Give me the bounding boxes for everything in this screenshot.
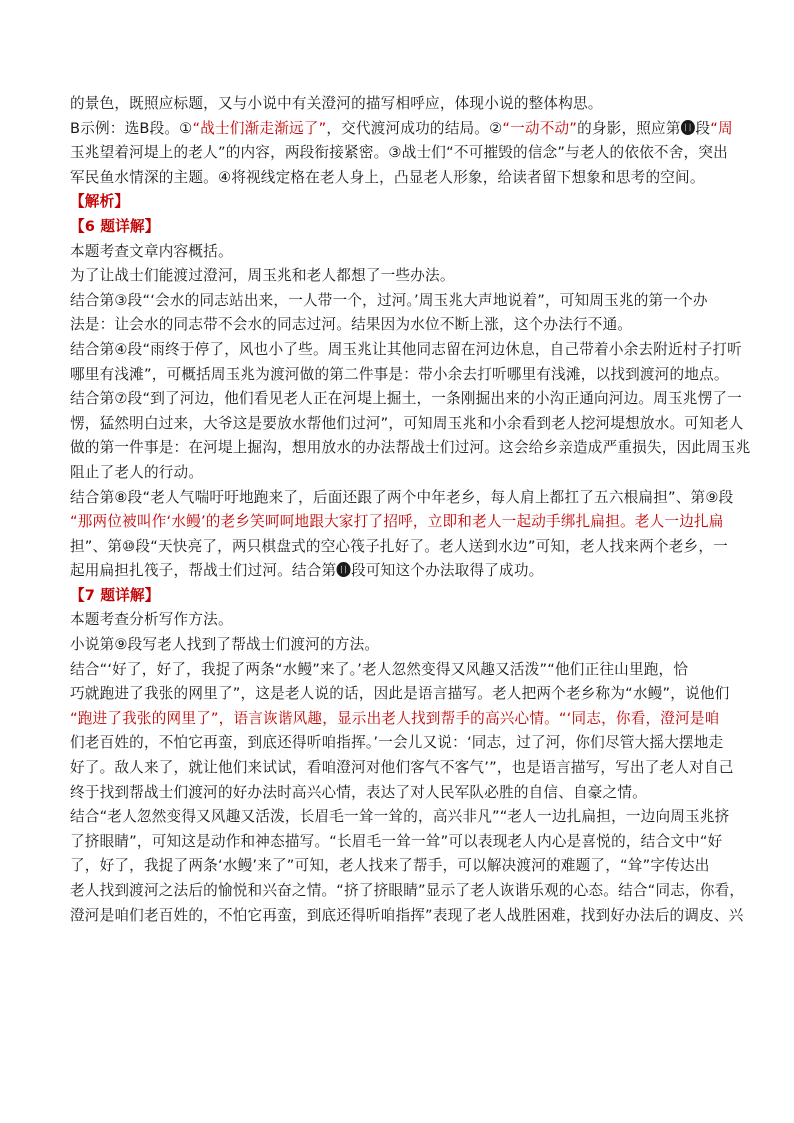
text-segment: 结合第④段“雨终于停了，风也小了些。周玉兆让其他同志留在河边休息，自己带着小余去附近村子打听	[70, 340, 742, 358]
text-line	[70, 879, 745, 904]
text-segment: 军民鱼水情深的主题。④将视线定格在老人身上，凸显老人形象，给读者留下想象和思考的空间。	[70, 168, 705, 186]
text-segment: 澄河是咱们老百姓的，不怕它再蛮，到底还得听咱指挥”表现了老人战胜困难，找到好办法后的调皮、兴	[70, 906, 744, 924]
text-segment: 为了让战士们能渡过澄河，周玉兆和老人都想了一些办法。	[70, 267, 455, 285]
text-line	[70, 781, 722, 806]
text-line	[70, 240, 722, 265]
text-segment: 段可知这个办法取得了成功。	[351, 562, 544, 580]
text-segment: 结合第⑦段“到了河边，他们看见老人正在河堤上掘土，一条刚掘出来的小沟正通向河边。周玉兆愣了一	[70, 390, 742, 408]
text-segment: 结合“老人忽然变得又风趣又活泼，长眉毛一耸一耸的，高兴非凡”“老人一边扎扁担，一边向周玉兆挤	[70, 808, 730, 826]
text-segment: ⓫	[336, 562, 352, 580]
text-line	[70, 756, 734, 781]
text-segment: “周	[710, 119, 733, 137]
text-line	[70, 658, 722, 683]
text-line	[70, 92, 722, 117]
document-body	[70, 92, 751, 928]
text-segment: 好了。敌人来了，就让他们来试试，看咱澄河对他们客气不客气’”，也是语言描写，写出了老人对自己	[70, 759, 734, 777]
text-segment: 的景色，既照应标题，又与小说中有关澄河的描写相呼应，体现小说的整体构思。	[70, 95, 603, 112]
text-line	[70, 363, 729, 388]
text-segment: 老人找到渡河之法后的愉悦和兴奋之情。“挤了挤眼睛”显示了老人诙谐乐观的心态。结合“同志，你看，	[70, 882, 745, 899]
text-segment: 阻止了老人的行动。	[70, 463, 204, 481]
text-line	[70, 141, 728, 166]
text-segment: 了挤眼睛”，可知这是动作和神态描写。“长眉毛一耸一耸”可以表现老人内心是喜悦的，结合文中“好	[70, 832, 723, 850]
text-segment: 结合第③段“‘会水的同志站出来，一人带一个，过河。’周玉兆大声地说着”，可知周玉兆的第一个办	[70, 291, 708, 309]
text-line	[70, 904, 744, 929]
text-line	[70, 412, 744, 437]
text-line	[70, 387, 742, 412]
section-heading: 【7 题详解】	[70, 586, 160, 604]
text-line	[70, 633, 722, 658]
text-segment: 法是：让会水的同志带不会水的同志过河。结果因为水位不断上涨，这个办法行不通。	[70, 316, 633, 334]
text-segment: 结合第⑧段“老人气喘吁吁地跑来了，后面还跟了两个中年老乡，每人肩上都扛了五六根扁担”、第⑨段	[70, 488, 734, 506]
text-line	[70, 436, 751, 461]
text-line	[70, 854, 722, 879]
text-segment: 做的第一件事是：在河堤上掘沟，想用放水的办法帮战士们过河。这会给乡亲造成严重损失，因此周玉兆	[70, 439, 751, 457]
text-segment: “那两位被叫作‘水鳗’的老乡笑呵呵地跟大家打了招呼，立即和老人一起动手绑扎扁担。老人一边扎扁	[70, 513, 724, 531]
text-line	[70, 461, 722, 486]
text-line	[70, 264, 722, 289]
text-line	[70, 289, 722, 314]
text-segment: 小说第⑨段写老人找到了帮战士们渡河的方法。	[70, 636, 380, 654]
text-segment: “一动不动”	[502, 119, 578, 137]
text-line	[70, 338, 742, 363]
text-segment: 巧就跑进了我张的网里了”，这是老人说的话，因此是语言描写。老人把两个老乡称为“水鳗”，说他们	[70, 685, 730, 703]
text-line	[70, 117, 733, 142]
text-line	[70, 682, 730, 707]
text-segment: “跑进了我张的网里了”，语言诙谐风趣，显示出老人找到帮手的高兴心情。“‘同志，你看，澄河是咱	[70, 709, 720, 727]
text-line	[70, 805, 730, 830]
text-line	[70, 166, 722, 191]
text-segment: ，交代渡河成功的结局。②	[326, 119, 503, 137]
text-segment: 段	[695, 119, 711, 137]
text-line	[70, 584, 722, 609]
text-segment: “战士们渐走渐远了”	[192, 119, 327, 137]
text-segment: 哪里有浅滩”，可概括周玉兆为渡河做的第二件事是：带小余去打听哪里有浅滩，以找到渡河的地点。	[70, 365, 729, 383]
text-segment: 终于找到帮战士们渡河的好办法时高兴心情，表达了对人民军队必胜的自信、自豪之情。	[70, 783, 647, 801]
text-segment: 了，好了，我捉了两条‘水鳗’来了”可知，老人找来了帮手，可以解决渡河的难题了，“耸”字传达出	[70, 857, 710, 875]
text-segment: 起用扁担扎筏子，帮战士们过河。结合第	[70, 562, 337, 580]
text-line	[70, 313, 722, 338]
text-line	[70, 707, 722, 732]
section-heading: 【解析】	[70, 193, 130, 211]
text-segment: 玉兆望着河堤上的老人”的内容，两段衔接紧密。③战士们“不可摧毁的信念”与老人的依依不舍，突出	[70, 144, 728, 162]
text-line	[70, 559, 722, 584]
text-segment: 结合“‘好了，好了，我捉了两条“水鳗”来了。’老人忽然变得又风趣又活泼”“他们正往山里跑，恰	[70, 660, 689, 678]
text-line	[70, 731, 722, 756]
text-segment: ⓫	[680, 119, 696, 137]
text-line	[70, 215, 722, 240]
text-line	[70, 510, 722, 535]
text-segment: 本题考查分析写作方法。	[70, 611, 233, 629]
text-segment: 本题考查文章内容概括。	[70, 242, 233, 260]
section-heading: 【6 题详解】	[70, 217, 160, 235]
text-line	[70, 535, 728, 560]
text-segment: 的身影，照应第	[577, 119, 681, 137]
text-line	[70, 608, 722, 633]
text-segment: 们老百姓的，不怕它再蛮，到底还得听咱指挥。’一会儿又说：‘同志，过了河，你们尽管大摇大摆地走	[70, 734, 724, 752]
text-segment: B示例：选B段。①	[70, 119, 193, 137]
text-line	[70, 486, 734, 511]
text-line	[70, 830, 722, 855]
text-segment: 担”、第⑩段“天快亮了，两只棋盘式的空心筏子扎好了。老人送到水边”可知，老人找来两个老乡，一	[70, 537, 728, 555]
text-line	[70, 190, 722, 215]
text-segment: 愣，猛然明白过来，大爷这是要放水帮他们过河”，可知周玉兆和小余看到老人挖河堤想放水。可知老人	[70, 414, 744, 432]
